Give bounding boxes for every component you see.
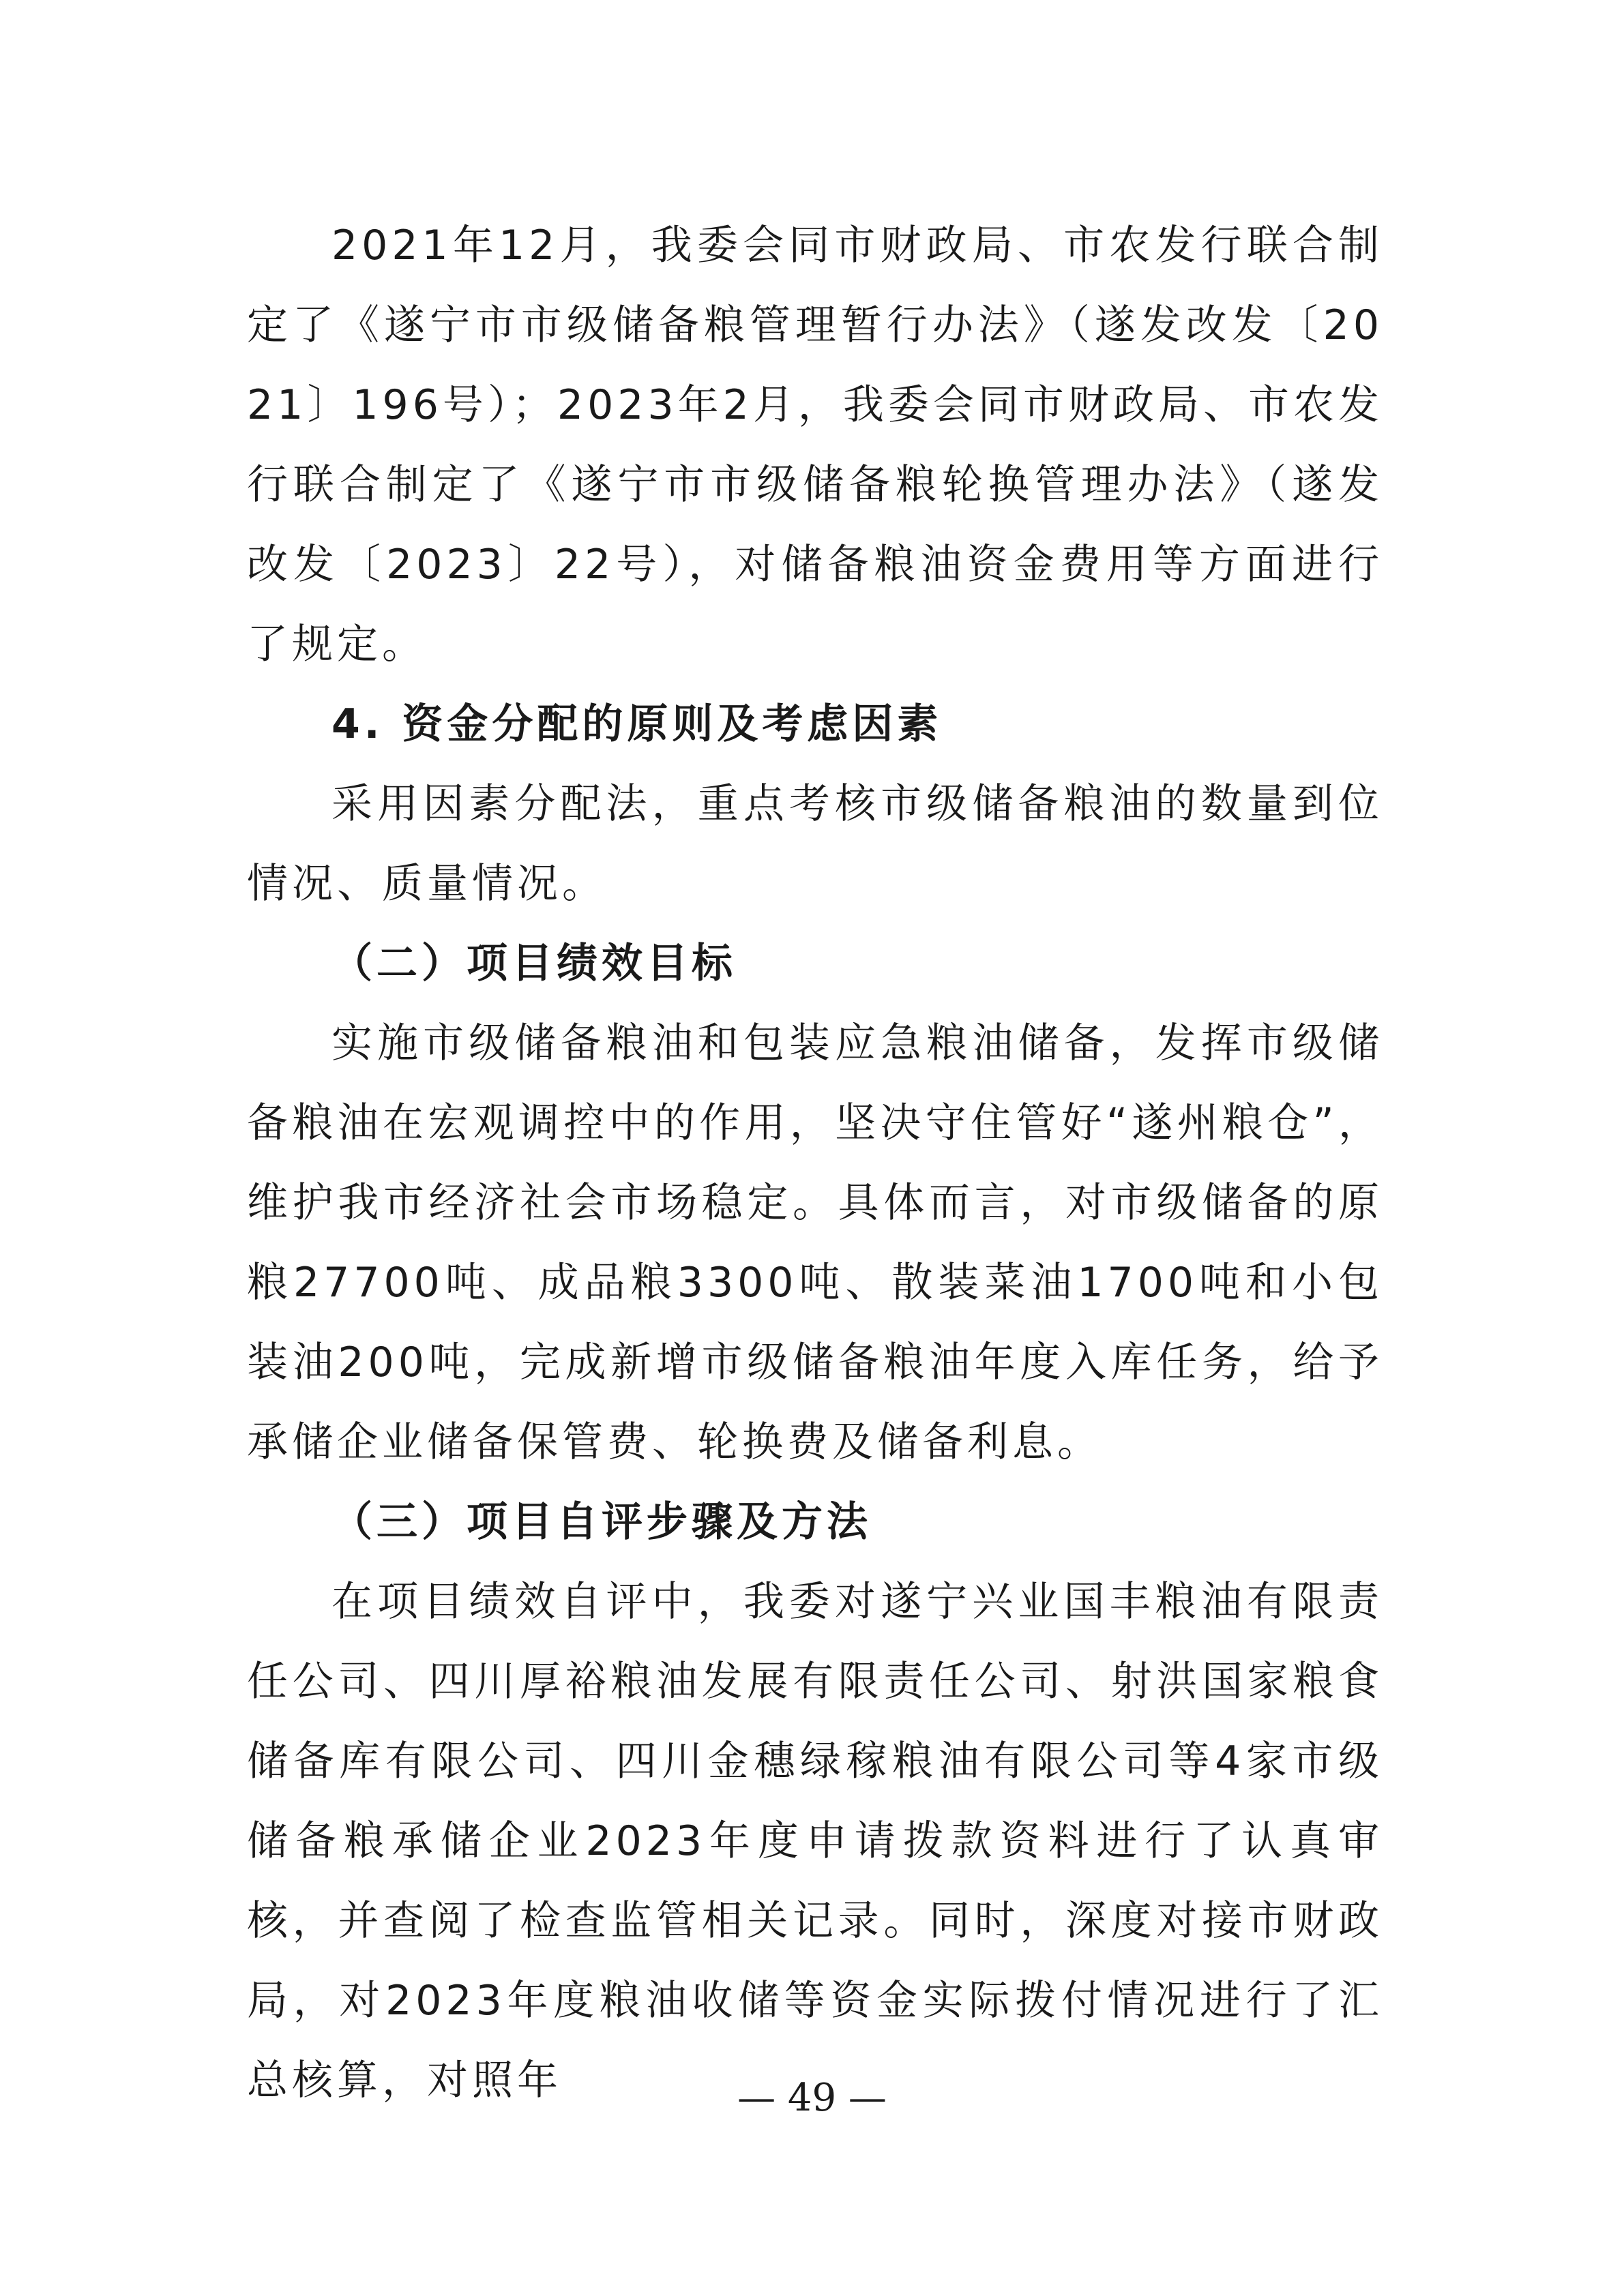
page-number: — 49 — <box>737 2076 887 2120</box>
paragraph-allocation-method: 采用因素分配法，重点考核市级储备粮油的数量到位情况、质量情况。 <box>247 780 1383 908</box>
paragraph-performance-goals: 实施市级储备粮油和包装应急粮油储备，发挥市级储备粮油在宏观调控中的作用，坚决守住管好“遂州粮仓”，维护我市经济社会市场稳定。具体而言，对市级储备的原粮27700吨、成品粮3300吨、散装菜油1700吨和小包装油200吨，完成新增市级储备粮油年度入库任务，给予承储企业储备保管费、轮换费及储备利息。 <box>247 1019 1383 1466</box>
paragraph-regulations: 2021年12月，我委会同市财政局、市农发行联合制定了《遂宁市市级储备粮管理暂行办法》（遂发改发〔2021〕196号）；2023年2月，我委会同市财政局、市农发行联合制定了《遂宁市市级储备粮轮换管理办法》（遂发改发〔2023〕22号），对储备粮油资金费用等方面进行了规定。 <box>247 222 1383 668</box>
document-body <box>247 206 1383 2121</box>
section-heading-performance-goals: （二）项目绩效目标 <box>331 940 737 987</box>
section-heading-allocation-principles: 4. 资金分配的原则及考虑因素 <box>331 700 943 748</box>
paragraph-self-evaluation: 在项目绩效自评中，我委对遂宁兴业国丰粮油有限责任公司、四川厚裕粮油发展有限责任公司、射洪国家粮食储备库有限公司、四川金穗绿稼粮油有限公司等4家市级储备粮承储企业2023年度申请拨款资料进行了认真审核，并查阅了检查监管相关记录。同时，深度对接市财政局，对2023年度粮油收储等资金实际拨付情况进行了汇总核算，对照年 <box>247 1578 1383 2104</box>
section-heading-self-evaluation: （三）项目自评步骤及方法 <box>331 1498 872 1546</box>
